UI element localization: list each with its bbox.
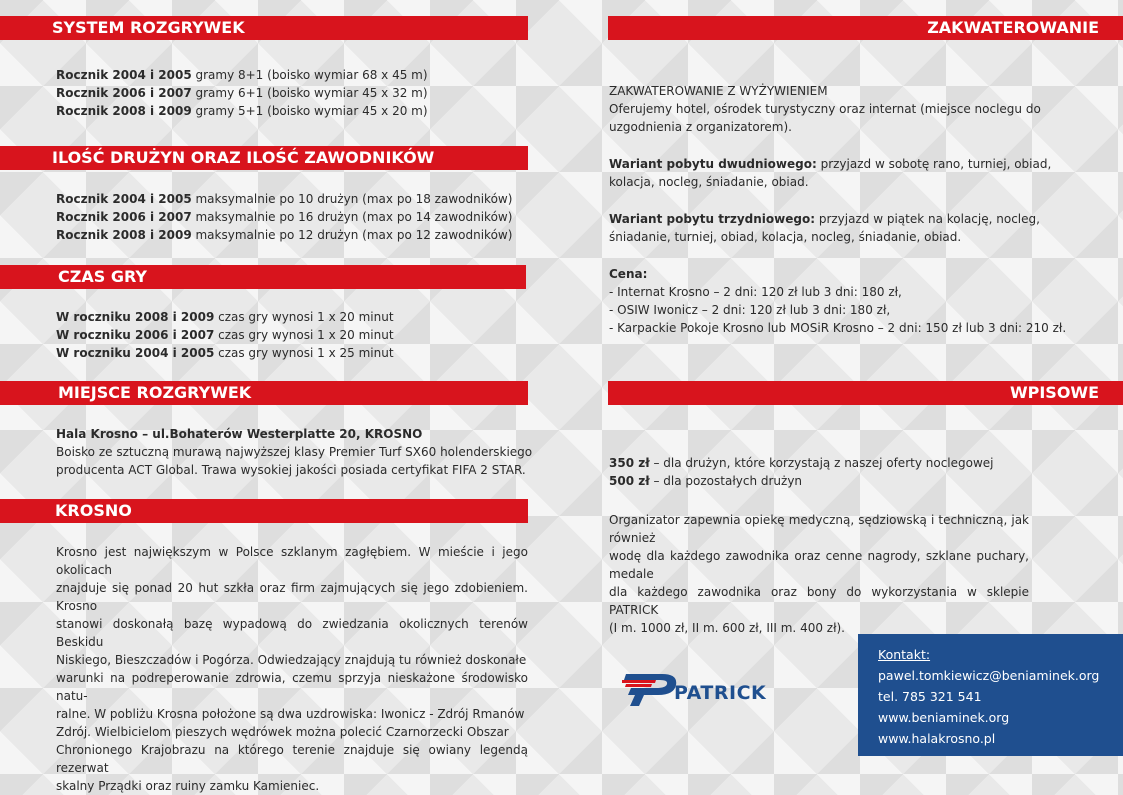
note-line: (I m. 1000 zł, II m. 600 zł, III m. 400 zł).	[609, 621, 845, 635]
krosno-line: Zdrój. Wielbicielom pieszych wędrówek można polecić Czarnorzecki Obszar	[56, 725, 509, 739]
variant-two-day-line: kolacja, nocleg, śniadanie, obiad.	[609, 175, 809, 189]
fee-line: 350 zł – dla drużyn, które korzystają z naszej oferty noclegowej	[609, 456, 994, 470]
section-header-venue: MIEJSCE ROZGRYWEK	[0, 381, 528, 405]
time-text	[56, 308, 394, 362]
accommodation-subtitle: ZAKWATEROWANIE Z WYŻYWIENIEM	[609, 84, 828, 98]
accommodation-intro-line: Oferujemy hotel, ośrodek turystyczny oraz internat (miejsce noclegu do	[609, 102, 1041, 116]
contact-title: Kontakt:	[878, 647, 931, 662]
section-header-system: SYSTEM ROZGRYWEK	[0, 16, 528, 40]
patrick-logo-icon	[622, 668, 682, 708]
krosno-line: skalny Prządki oraz ruiny zamku Kamieniec.	[56, 779, 320, 793]
variant-three-day-line: śniadanie, turniej, obiad, kolacja, nocleg, śniadanie, obiad.	[609, 230, 962, 244]
contact-email[interactable]: pawel.tomkiewicz@beniaminek.org	[878, 668, 1100, 683]
variant-three-day: Wariant pobytu trzydniowego: przyjazd w piątek na kolację, nocleg,	[609, 212, 1040, 226]
teams-line: Rocznik 2004 i 2005 maksymalnie po 10 drużyn (max po 18 zawodników)	[56, 192, 513, 206]
section-header-teams: ILOŚĆ DRUŻYN ORAZ ILOŚĆ ZAWODNIKÓW	[0, 146, 528, 170]
note-line: dla każdego zawodnika oraz bony do wykorzystania w sklepie PATRICK	[609, 585, 1029, 617]
krosno-line: stanowi doskonałą bazę wypadową do zwiedzania okolicznych terenów Beskidu	[56, 617, 528, 649]
krosno-line: ralne. W pobliżu Krosna położone są dwa uzdrowiska: Iwonicz - Zdrój Rmanów	[56, 707, 525, 721]
venue-heading: Hala Krosno – ul.Bohaterów Westerplatte 20, KROSNO	[56, 427, 423, 441]
patrick-logo-text: PATRICK	[674, 682, 767, 704]
note-line: Organizator zapewnia opiekę medyczną, sędziowską i techniczną, jak również	[609, 513, 1029, 545]
time-line: W roczniku 2004 i 2005 czas gry wynosi 1 x 25 minut	[56, 346, 394, 360]
contact-phone[interactable]: tel. 785 321 541	[878, 689, 982, 704]
accommodation-intro-line: uzgodnienia z organizatorem).	[609, 120, 792, 134]
price-line: - Internat Krosno – 2 dni: 120 zł lub 3 dni: 180 zł,	[609, 285, 902, 299]
venue-text	[56, 425, 532, 479]
variant-two-day: Wariant pobytu dwudniowego: przyjazd w sobotę rano, turniej, obiad,	[609, 157, 1052, 171]
fee-line: 500 zł – dla pozostałych drużyn	[609, 474, 803, 488]
fee-text	[609, 454, 1029, 490]
venue-line: Boisko ze sztuczną murawą najwyższej klasy Premier Turf SX60 holenderskiego	[56, 445, 533, 459]
contact-website-link[interactable]: www.halakrosno.pl	[878, 731, 996, 746]
section-header-time: CZAS GRY	[0, 265, 526, 289]
krosno-line: warunki na podreperowanie zdrowia, czemu sprzyja nieskażone środowisko natu-	[56, 671, 528, 703]
teams-text	[56, 190, 512, 244]
krosno-line: Chronionego Krajobrazu na którego terenie znajduje się owiany legendą rezerwat	[56, 743, 528, 775]
price-label: Cena:	[609, 267, 648, 281]
teams-line: Rocznik 2006 i 2007 maksymalnie po 16 drużyn (max po 14 zawodników)	[56, 210, 513, 224]
price-line: - OSIW Iwonicz – 2 dni: 120 zł lub 3 dni: 180 zł,	[609, 303, 891, 317]
time-line: W roczniku 2008 i 2009 czas gry wynosi 1 x 20 minut	[56, 310, 394, 324]
section-header-krosno: KROSNO	[0, 499, 528, 523]
time-line: W roczniku 2006 i 2007 czas gry wynosi 1 x 20 minut	[56, 328, 394, 342]
contact-box	[858, 634, 1123, 756]
system-line: Rocznik 2008 i 2009 gramy 5+1 (boisko wymiar 45 x 20 m)	[56, 104, 428, 118]
krosno-line: Niskiego, Bieszczadów i Pogórza. Odwiedzający znajdują tu również doskonałe	[56, 653, 527, 667]
section-header-accommodation: ZAKWATEROWANIE	[608, 16, 1123, 40]
accommodation-text	[609, 82, 1069, 337]
venue-line: producenta ACT Global. Trawa wysokiej jakości posiada certyfikat FIFA 2 STAR.	[56, 463, 526, 477]
system-line: Rocznik 2004 i 2005 gramy 8+1 (boisko wymiar 68 x 45 m)	[56, 68, 428, 82]
price-line: - Karpackie Pokoje Krosno lub MOSiR Krosno – 2 dni: 150 zł lub 3 dni: 210 zł.	[609, 321, 1067, 335]
system-text	[56, 66, 428, 120]
krosno-line: Krosno jest największym w Polsce szklanym zagłębiem. W mieście i jego okolicach	[56, 545, 528, 577]
krosno-text	[56, 543, 528, 795]
organizer-note	[609, 511, 1029, 637]
note-line: wodę dla każdego zawodnika oraz cenne nagrody, szklane puchary, medale	[609, 549, 1029, 581]
section-header-fee: WPISOWE	[608, 381, 1123, 405]
system-line: Rocznik 2006 i 2007 gramy 6+1 (boisko wymiar 45 x 32 m)	[56, 86, 428, 100]
contact-website-link[interactable]: www.beniaminek.org	[878, 710, 1010, 725]
teams-line: Rocznik 2008 i 2009 maksymalnie po 12 drużyn (max po 12 zawodników)	[56, 228, 513, 242]
krosno-line: znajduje się ponad 20 hut szkła oraz firm zajmujących się jego zdobieniem. Krosno	[56, 581, 528, 613]
